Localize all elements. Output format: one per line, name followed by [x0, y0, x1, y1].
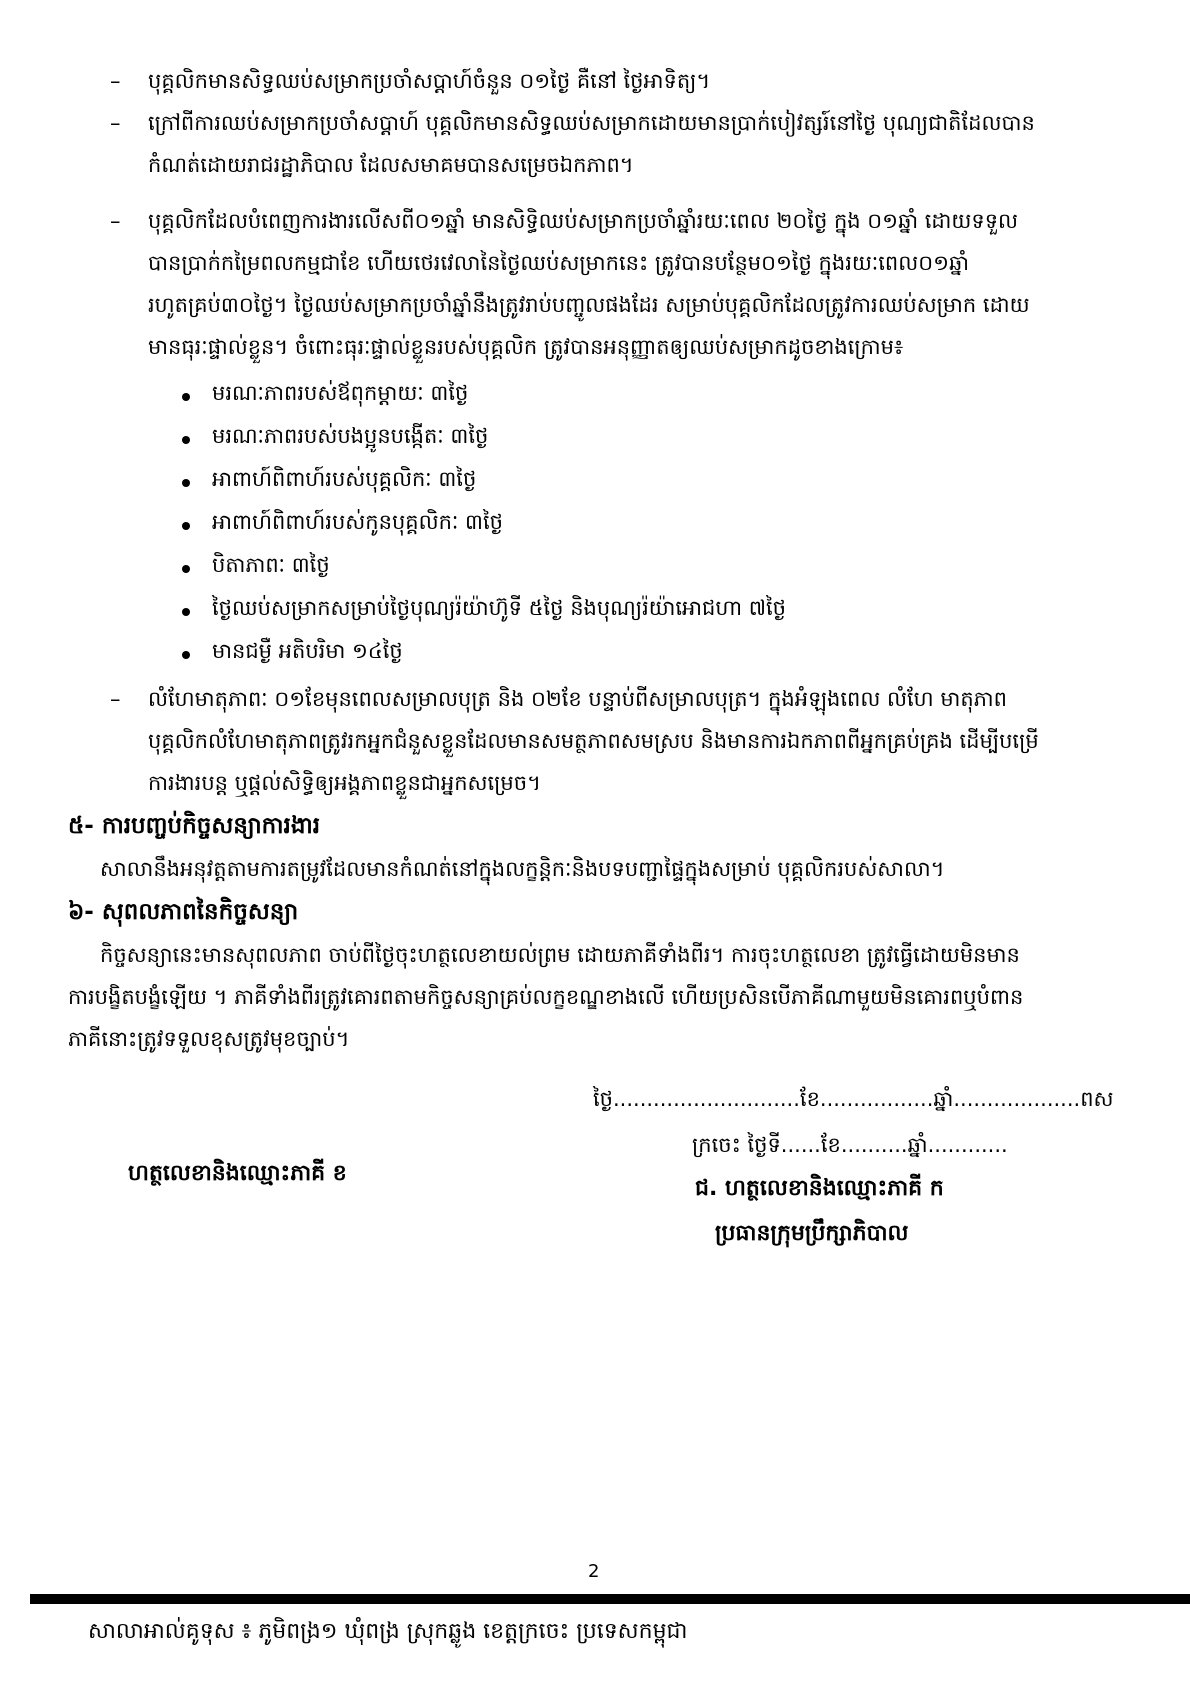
list-dash: –: [110, 111, 121, 135]
footer-address: សាលាអាល់គូទុស ៖ ភូមិពង្រ១ ឃុំពង្រ ស្រុកឆ្លូង ខេត្តក្រចេះ ប្រទេសកម្ពុជា: [88, 1619, 688, 1644]
bullet-item: មរណៈភាពរបស់ឪពុកម្តាយៈ ៣ថ្ងៃ: [212, 381, 469, 405]
bullet-icon: [182, 565, 190, 573]
section-5-body: សាលានឹងអនុវត្តតាមការតម្រូវដែលមានកំណត់នៅក្នុងលក្ខន្តិកៈនិងបទបញ្ជាផ្ទៃក្នុងសម្រាប់ បុគ្គលិករបស់សាលា។: [100, 857, 945, 881]
public-holidays-line-1: ក្រៅពីការឈប់សម្រាកប្រចាំសប្តាហ៍ បុគ្គលិកមានសិទ្ធឈប់សម្រាកដោយមានប្រាក់បៀវត្សរ៍នៅថ្ងៃ បុណ្យជាតិដែលបាន: [148, 111, 1035, 135]
footer-divider: [30, 1594, 1190, 1604]
section-6-body-line-3: ភាគីនោះត្រូវទទួលខុសត្រូវមុខច្បាប់។: [68, 1027, 350, 1051]
annual-leave-line-2: បានប្រាក់កម្រៃពលកម្មជាខែ ហើយថេរវេលានៃថ្ងៃឈប់សម្រាកនេះ ត្រូវបានបន្ថែម០១ថ្ងៃ ក្នុងរយៈពេល០១ឆ្នាំ: [148, 251, 970, 275]
list-dash: –: [110, 209, 121, 233]
bullet-icon: [182, 479, 190, 487]
bullet-icon: [182, 651, 190, 659]
page-number: 2: [588, 1561, 600, 1582]
list-dash: –: [110, 687, 121, 711]
bullet-icon: [182, 522, 190, 530]
bullet-item: មានជម្ងឺ អតិបរិមា ១៤ថ្ងៃ: [212, 639, 403, 663]
party-b-signature-label: ហត្ថលេខានិងឈ្មោះភាគី ខ: [128, 1161, 347, 1186]
annual-leave-line-1: បុគ្គលិកដែលបំពេញការងារលើសពី០១ឆ្នាំ មានសិទ្ធិឈប់សម្រាកប្រចាំឆ្នាំរយៈពេល ២០ថ្ងៃ ក្នុង ០១ឆ្នាំ ដោយទទួល: [148, 209, 1019, 233]
section-6-title: ៦- សុពលភាពនៃកិច្ចសន្យា: [68, 899, 299, 925]
bullet-icon: [182, 436, 190, 444]
bullet-icon: [182, 608, 190, 616]
bullet-item: អាពាហ៍ពិពាហ៍របស់កូនបុគ្គលិកៈ ៣ថ្ងៃ: [212, 510, 503, 534]
party-a-signature-label: ជ. ហត្ថលេខានិងឈ្មោះភាគី ក: [695, 1176, 944, 1201]
maternity-leave-line-1: លំហែមាតុភាពៈ ០១ខែមុនពេលសម្រាលបុត្រ និង ០២ខែ បន្ទាប់ពីសម្រាលបុត្រ។ ក្នុងអំឡុងពេល លំហែ មាតុភាព: [148, 687, 1007, 711]
annual-leave-line-4: មានធុរៈផ្ទាល់ខ្លួន។ ចំពោះធុរៈផ្ទាល់ខ្លួនរបស់បុគ្គលិក ត្រូវបានអនុញ្ញាតឲ្យឈប់សម្រាកដូចខាងក្រោម៖: [148, 335, 904, 359]
weekly-rest-text: បុគ្គលិកមានសិទ្ធឈប់សម្រាកប្រចាំសប្តាហ៍ចំនួន ០១ថ្ងៃ គឺនៅ ថ្ងៃអាទិត្យ។: [148, 69, 711, 93]
public-holidays-line-2: កំណត់ដោយរាជរដ្ឋាភិបាល ដែលសមាគមបានសម្រេចឯកភាព។: [148, 153, 634, 177]
party-a-title: ប្រធានក្រុមប្រឹក្សាភិបាល: [715, 1221, 909, 1246]
section-5-title: ៥- ការបញ្ចប់កិច្ចសន្យាការងារ: [68, 813, 321, 839]
annual-leave-line-3: រហូតគ្រប់៣០ថ្ងៃ។ ថ្ងៃឈប់សម្រាកប្រចាំឆ្នាំនឹងត្រូវរាប់បញ្ចូលផងដែរ សម្រាប់បុគ្គលិកដែលត្រូវការឈប់សម្រាក ដោយ: [148, 293, 1030, 317]
bullet-item: បិតាភាពៈ ៣ថ្ងៃ: [212, 553, 330, 577]
bullet-icon: [182, 393, 190, 401]
maternity-leave-line-2: បុគ្គលិកលំហែមាតុភាពត្រូវរកអ្នកជំនួសខ្លួនដែលមានសមត្ថភាពសមស្រប និងមានការឯកភាពពីអ្នកគ្រប់គ្រង ដើម្បីបម្រើ: [148, 729, 1039, 753]
maternity-leave-line-3: ការងារបន្ត ឬផ្តល់សិទ្ធិឲ្យអង្គភាពខ្លួនជាអ្នកសម្រេច។: [148, 771, 541, 795]
section-6-body-line-1: កិច្ចសន្យានេះមានសុពលភាព ចាប់ពីថ្ងៃចុះហត្ថលេខាយល់ព្រម ដោយភាគីទាំងពីរ។ ការចុះហត្ថលេខា ត្រូវធ្វើដោយមិនមាន: [100, 943, 1020, 967]
date-line-2: ក្រចេះ ថ្ងៃទី......ខែ..........ឆ្នាំ............: [692, 1133, 1008, 1157]
bullet-item: មរណៈភាពរបស់បងប្អូនបង្កើតៈ ៣ថ្ងៃ: [212, 424, 489, 448]
bullet-item: អាពាហ៍ពិពាហ៍របស់បុគ្គលិកៈ ៣ថ្ងៃ: [212, 467, 477, 491]
date-line-1: ថ្ងៃ............................ខែ.................ឆ្នាំ...................ពស: [593, 1087, 1114, 1111]
bullet-item: ថ្ងៃឈប់សម្រាកសម្រាប់ថ្ងៃបុណ្យរ៉យ៉ាហ៊ូទី ៥ថ្ងៃ និងបុណ្យរ៉យ៉ាអោជហា ៧ថ្ងៃ: [212, 596, 786, 620]
section-6-body-line-2: ការបង្ខិតបង្ខំឡើយ ។ ភាគីទាំងពីរត្រូវគោរពតាមកិច្ចសន្យាគ្រប់លក្ខខណ្ឌខាងលើ ហើយប្រសិនបើភាគីណាមួយមិនគោរពឬបំពាន: [68, 985, 1024, 1009]
list-dash: –: [110, 69, 121, 93]
